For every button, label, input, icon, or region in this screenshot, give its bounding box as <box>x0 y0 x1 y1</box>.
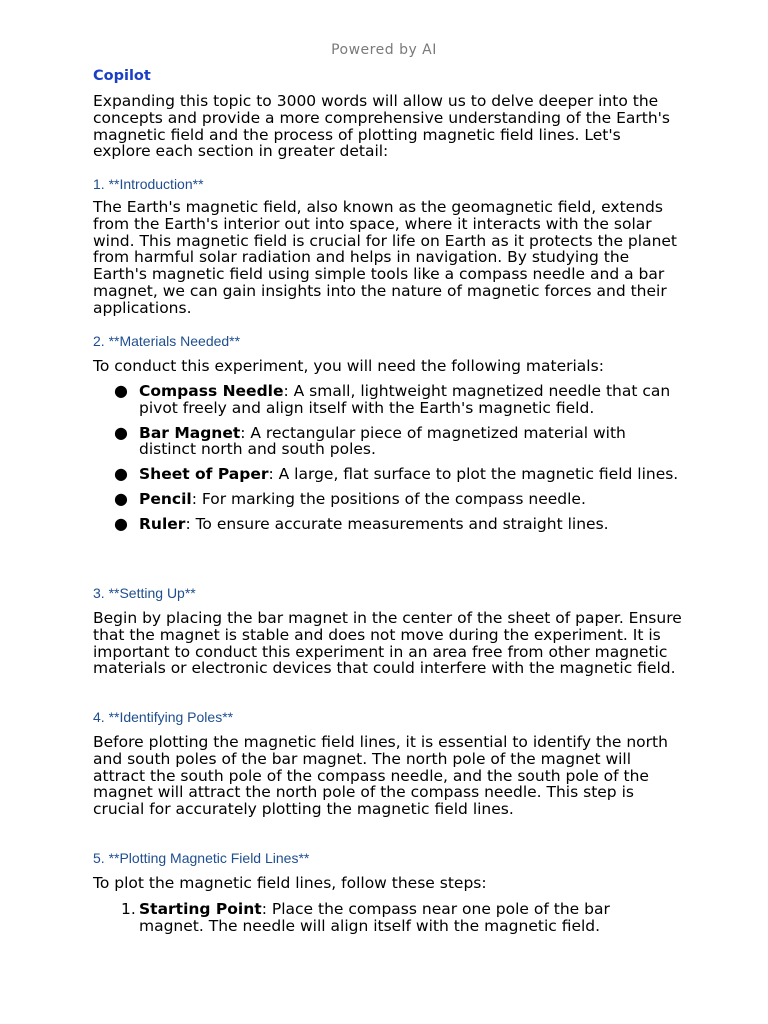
assistant-name: Copilot <box>93 68 151 84</box>
section-paragraph-identifying-poles: Before plotting the magnetic field lines, it is essential to identify the north and south poles of the bar magnet. The north pole of the magnet will attract the south pole of the compass needle, and the south pole of the magnet will attract the north pole of the compass needle. This step is crucial for accurately plotting the magnetic field lines. <box>93 733 668 819</box>
material-term: Pencil <box>139 489 192 508</box>
bullet-dot-icon: ● <box>114 513 128 533</box>
list-item <box>114 488 684 508</box>
bullet-dot-icon: ● <box>114 381 128 400</box>
list-item <box>114 383 684 417</box>
material-term: Compass Needle <box>139 382 284 400</box>
section-paragraph-setting-up: Begin by placing the bar magnet in the center of the sheet of paper. Ensure that the magnet is stable and does not move during the experiment. It is important to conduct this experiment in an area free from other magnetic materials or electronic devices that could interfere with the magnetic field. <box>93 609 682 678</box>
material-term: Sheet of Paper <box>139 465 269 484</box>
section-heading-identifying-poles: 4. **Identifying Poles** <box>93 709 234 725</box>
powered-by-label: Powered by AI <box>331 42 437 58</box>
material-term: Bar Magnet <box>139 423 241 442</box>
step-number: 1. <box>121 900 136 918</box>
material-description: : For marking the positions of the compass needle. <box>191 489 586 508</box>
list-item <box>114 513 684 533</box>
steps-list <box>118 901 678 935</box>
section-heading-materials: 2. **Materials Needed** <box>93 333 241 349</box>
bullet-dot-icon: ● <box>114 422 128 442</box>
bullet-dot-icon: ● <box>114 488 128 508</box>
bullet-dot-icon: ● <box>114 464 128 484</box>
materials-list <box>114 383 684 533</box>
section-heading-plotting: 5. **Plotting Magnetic Field Lines** <box>93 850 310 866</box>
section-paragraph-materials: To conduct this experiment, you will need the following materials: <box>93 357 604 375</box>
list-item <box>114 422 684 459</box>
section-paragraph-plotting: To plot the magnetic field lines, follow these steps: <box>93 874 487 892</box>
section-heading-introduction: 1. **Introduction** <box>93 176 204 192</box>
section-paragraph-introduction: The Earth's magnetic field, also known as the geomagnetic field, extends from the Earth's interior out into space, where it interacts with the solar wind. This magnetic field is crucial for life on Earth as it protects the planet from harmful solar radiation and helps in navigation. By studying the Earth's magnetic field using simple tools like a compass needle and a bar magnet, we can gain insights into the nature of magnetic forces and their applications. <box>93 198 678 317</box>
list-item <box>114 466 684 483</box>
list-item <box>118 901 678 935</box>
step-term: Starting Point <box>139 900 262 918</box>
intro-paragraph: Expanding this topic to 3000 words will allow us to delve deeper into the concepts and provide a more comprehensive understanding of the Earth's magnetic field and the process of plotting magnetic field lines. Let's explore each section in greater detail: <box>93 92 670 161</box>
material-description: : A small, lightweight magnetized needle that can pivot freely and align itself with the Earth's magnetic field. <box>139 382 671 417</box>
step-description: : Place the compass near one pole of the bar magnet. The needle will align itself with the magnetic field. <box>139 900 610 935</box>
section-heading-setting-up: 3. **Setting Up** <box>93 585 196 601</box>
material-term: Ruler <box>139 514 186 533</box>
material-description: : A large, flat surface to plot the magnetic field lines. <box>268 465 679 484</box>
material-description: : To ensure accurate measurements and straight lines. <box>185 514 609 533</box>
material-description: : A rectangular piece of magnetized material with distinct north and south poles. <box>139 423 626 459</box>
